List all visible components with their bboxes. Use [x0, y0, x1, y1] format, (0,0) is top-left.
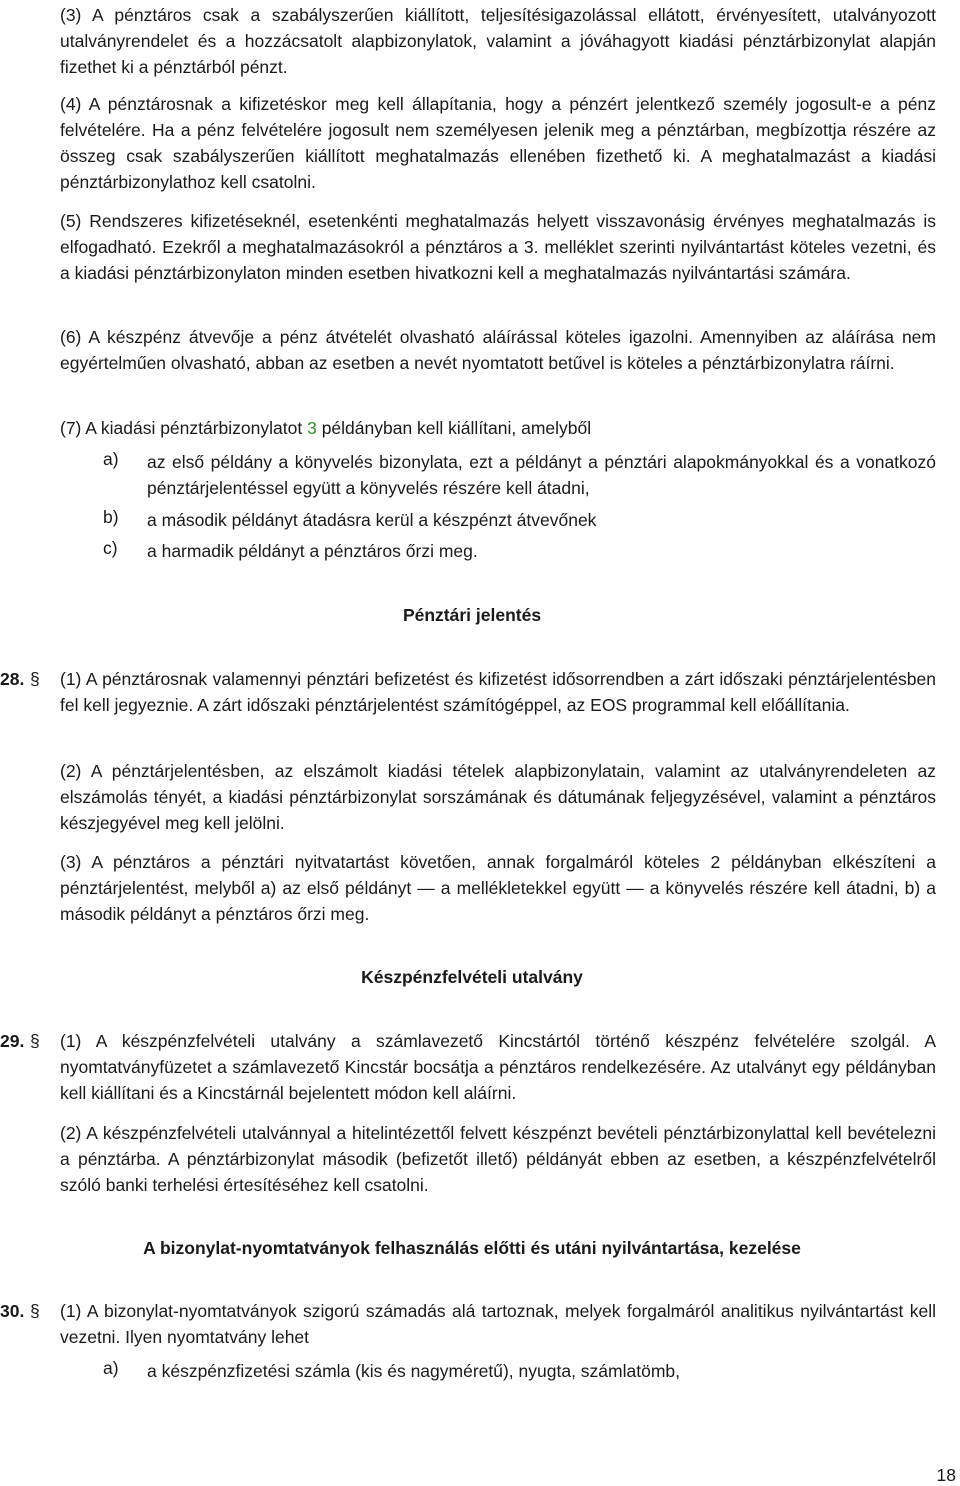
- section-28-paragraph-1: (1) A pénztárosnak valamennyi pénztári befizetést és kifizetést idősorrendben a zárt időszaki pénztárjelentésben fel kell jegyeznie. A zárt időszaki pénztárjelentést számítógéppel, az EOS programmal kell előállítania.: [60, 669, 936, 715]
- page-number: 18: [936, 1465, 956, 1485]
- section-heading-penztari-jelentes: Pénztári jelentés: [402, 605, 542, 625]
- paragraph-7-before: (7) A kiadási pénztárbizonylatot: [60, 418, 308, 438]
- copies-count-highlight: 3: [307, 418, 317, 438]
- list-item-text: a készpénzfizetési számla (kis és nagyméretű), nyugta, számlatömb,: [147, 1361, 680, 1381]
- section-heading-keszpenzfelveteli-utalvany: Készpénzfelvételi utalvány: [361, 967, 583, 987]
- list-item: [103, 1358, 936, 1384]
- list-item: [103, 538, 936, 564]
- paragraph-5: (5) Rendszeres kifizetéseknél, esetenkénti meghatalmazás helyett visszavonásig érvényes meghatalmazás is elfogadható. Ezekről a meghatalmazásokról a pénztáros a 3. melléklet szerinti nyilvántartást köteles vezetni, és a kiadási pénztárbizonylaton minden esetben hivatkozni kell a meghatalmazás nyilvántartási számára.: [60, 211, 936, 283]
- list-item-label: c): [103, 538, 118, 558]
- section-29-paragraph-1: (1) A készpénzfelvételi utalvány a számlavezető Kincstártól történő készpénz felvételére szolgál. A nyomtatványfüzetet a számlavezető Kincstár bocsátja a pénztáros rendelkezésére. Az utalványt egy példányban kell kiállítani és a Kincstárnál bejelentett módon kell aláírni.: [60, 1031, 936, 1103]
- list-item-label: a): [103, 1358, 119, 1378]
- list-item-text: a második példányt átadásra kerül a készpénzt átvevőnek: [147, 510, 597, 530]
- list-item-label: a): [103, 449, 119, 469]
- list-item-label: b): [103, 507, 119, 527]
- list-item-text: a harmadik példányt a pénztáros őrzi meg.: [147, 541, 478, 561]
- section-number-29: 29. §: [0, 1031, 40, 1051]
- list-item: [103, 449, 936, 501]
- section-30-paragraph-1: (1) A bizonylat-nyomtatványok szigorú számadás alá tartoznak, melyek forgalmáról analitikus nyilvántartást kell vezetni. Ilyen nyomtatvány lehet: [60, 1301, 936, 1347]
- paragraph-7: [60, 415, 936, 441]
- section-heading-bizonylat-nyomtatvanyok: A bizonylat-nyomtatványok felhasználás előtti és utáni nyilvántartása, kezelése: [143, 1238, 801, 1258]
- list-item-text: az első példány a könyvelés bizonylata, ezt a példányt a pénztári alapokmányokkal és a vonatkozó pénztárjelentéssel együtt a könyvelés részére kell átadni,: [147, 452, 936, 498]
- list-item: [103, 507, 936, 533]
- paragraph-3: (3) A pénztáros csak a szabályszerűen kiállított, teljesítésigazolással ellátott, érvényesített, utalványozott utalványrendelet és a hozzácsatolt alapbizonylatok, valamint a jóváhagyott kiadási pénztárbizonylat alapján fizethet ki a pénztárból pénzt.: [60, 5, 936, 77]
- section-28-paragraph-2: (2) A pénztárjelentésben, az elszámolt kiadási tételek alapbizonylatain, valamint az utalványrendeleten az elszámolás tényét, a kiadási pénztárbizonylat sorszámának és dátumának feljegyzésével, valamint a pénztáros készjegyével meg kell jelölni.: [60, 761, 936, 833]
- section-29-paragraph-2: (2) A készpénzfelvételi utalvánnyal a hitelintézettől felvett készpénzt bevételi pénztárbizonylattal kell bevételezni a pénztárba. A pénztárbizonylat második (befizetőt illető) példányát ebben az esetben, a készpénzfelvételről szóló banki terhelési értesítéséhez kell csatolni.: [60, 1123, 936, 1195]
- section-number-28: 28. §: [0, 669, 40, 689]
- paragraph-4: (4) A pénztárosnak a kifizetéskor meg kell állapítania, hogy a pénzért jelentkező személy jogosult-e a pénz felvételére. Ha a pénz felvételére jogosult nem személyesen jelenik meg a pénztárban, megbízottja részére az összeg csak szabályszerűen kiállított meghatalmazás ellenében fizethető ki. A meghatalmazást a kiadási pénztárbizonylathoz kell csatolni.: [60, 94, 936, 192]
- section-number-30: 30. §: [0, 1301, 40, 1321]
- section-28-paragraph-3: (3) A pénztáros a pénztári nyitvatartást követően, annak forgalmáról köteles 2 példányban elkészíteni a pénztárjelentést, melyből a) az első példányt — a mellékletekkel együtt — a könyvelés részére kell átadni, b) a második példányt a pénztáros őrzi meg.: [60, 852, 936, 924]
- paragraph-7-after: példányban kell kiállítani, amelyből: [316, 418, 592, 438]
- paragraph-6: (6) A készpénz átvevője a pénz átvételét olvasható aláírással köteles igazolni. Amennyiben az aláírása nem egyértelműen olvasható, abban az esetben a nevét nyomtatott betűvel is köteles a pénztárbizonylatra ráírni.: [60, 327, 936, 373]
